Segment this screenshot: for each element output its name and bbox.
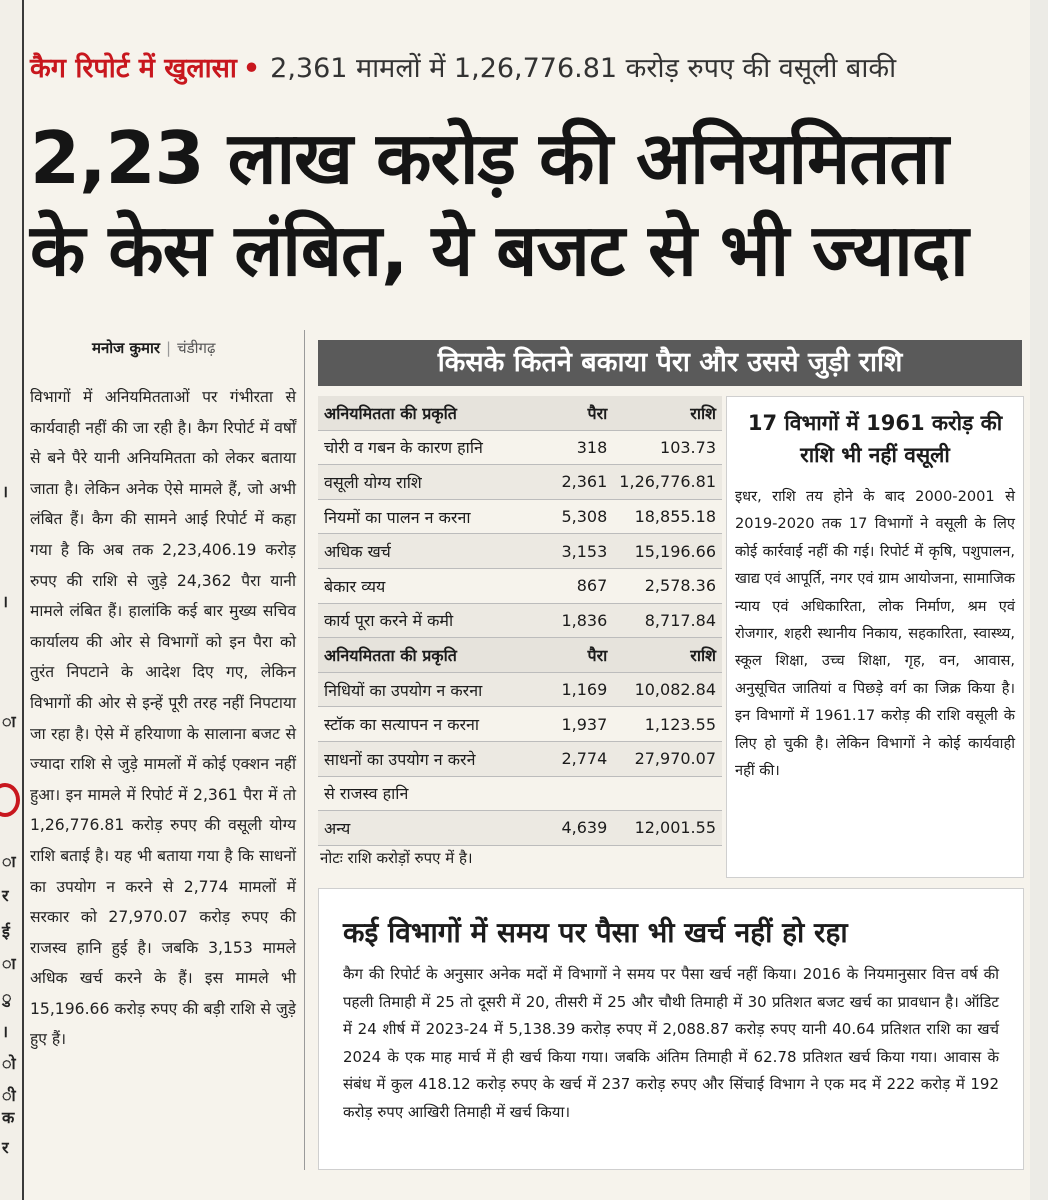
- sliver-glyph: ।: [2, 482, 9, 501]
- table-row: [318, 430, 722, 465]
- table-cell-amount: 1,26,776.81: [613, 465, 722, 500]
- byline-author: मनोज कुमार: [92, 339, 161, 357]
- table-cell-amount: 1,123.55: [613, 707, 722, 742]
- sliver-glyph: ु: [2, 988, 12, 1007]
- column-divider: [304, 330, 305, 1170]
- table-cell-para: 5,308: [549, 499, 613, 534]
- table-cell-nature: बेकार व्यय: [318, 568, 549, 603]
- sliver-red-mark: [0, 783, 20, 817]
- table-cell-nature: चोरी व गबन के कारण हानि: [318, 430, 549, 465]
- table-cell-para: 2,774: [549, 741, 613, 776]
- table-cell-amount: राशि: [613, 396, 722, 430]
- table-cell-nature: कार्य पूरा करने में कमी: [318, 603, 549, 638]
- table-cell-nature: अधिक खर्च: [318, 534, 549, 569]
- table-cell-nature: वसूली योग्य राशि: [318, 465, 549, 500]
- table-row: [318, 603, 722, 638]
- table-cell-para: 1,836: [549, 603, 613, 638]
- sliver-glyph: र: [2, 1138, 9, 1157]
- sliver-glyph: ा: [2, 712, 16, 731]
- kicker-label: कैग रिपोर्ट में खुलासा: [30, 53, 237, 84]
- table-cell-amount: 18,855.18: [613, 499, 722, 534]
- table-cell-nature: अनियमितता की प्रकृति: [318, 396, 549, 430]
- table-cell-amount: 8,717.84: [613, 603, 722, 638]
- byline: [92, 338, 215, 358]
- sliver-glyph: ा: [2, 852, 16, 871]
- page-right-edge: [1030, 0, 1048, 1200]
- table-cell-amount: 12,001.55: [613, 811, 722, 846]
- table-row: [318, 776, 722, 811]
- table-row: [318, 568, 722, 603]
- sliver-glyph: क: [2, 1108, 15, 1127]
- bottom-story-title: कई विभागों में समय पर पैसा भी खर्च नहीं हो रहा: [343, 916, 848, 949]
- kicker-bullet: •: [242, 53, 261, 84]
- table-row: [318, 741, 722, 776]
- table-cell-nature: साधनों का उपयोग न करने: [318, 741, 549, 776]
- byline-separator: |: [166, 339, 172, 357]
- table-header-row: [318, 638, 722, 673]
- table-cell-para: 867: [549, 568, 613, 603]
- table-header-row: [318, 396, 722, 430]
- table-row: [318, 672, 722, 707]
- table-cell-amount: 27,970.07: [613, 741, 722, 776]
- article-body: विभागों में अनियमितताओं पर गंभीरता से कार्यवाही नहीं की जा रही है। कैग रिपोर्ट में वर्षों से बने पैरे यानी अनियमितता को लेकर बताया जाता है। लेकिन अनेक ऐसे मामले हैं, जो अभी लंबित हैं। कैग की सामने आई रिपोर्ट में कहा गया है कि अब तक 2,23,406.19 करोड़ रुपए की राशि से जुड़े 24,362 पैरा यानी मामले लंबित हैं। हालांकि कई बार मुख्य सचिव कार्यालय की ओर से विभागों को इन पैरा को तुरंत निपटाने के आदेश दिए गए, लेकिन विभागों की ओर से इन्हें पूरी तरह नहीं निपटाया जा रहा है। ऐसे में हरियाणा के सालाना बजट से ज्यादा राशि से जुड़े मामलों में कोई एक्शन नहीं हुआ। इन मामले में रिपोर्ट में 2,361 पैरा में तो 1,26,776.81 करोड़ रुपए की वसूली योग्य राशि बताई है। यह भी बताया गया है कि साधनों का उपयोग न करने से 2,774 मामलों में सरकार को 27,970.07 करोड़ रुपए की राजस्व हानि हुई है। जबकि 3,153 मामले अधिक खर्च करने के हैं। इस मामले भी 15,196.66 करोड़ रुपए की बड़ी राशि से जुड़े हुए हैं।: [30, 388, 296, 1049]
- arrears-table: [318, 396, 722, 846]
- sliver-glyph: ।: [2, 1022, 9, 1041]
- table-cell-para: 3,153: [549, 534, 613, 569]
- headline-line-1: 2,23 लाख करोड़ की अनियमितता: [30, 116, 948, 200]
- headline: [30, 112, 1020, 296]
- sidebar-box: [726, 396, 1024, 878]
- kicker-line: [30, 48, 1030, 92]
- sidebar-title: 17 विभागों में 1961 करोड़ की राशि भी नहीं वसूली: [747, 411, 1003, 467]
- table-cell-para: 318: [549, 430, 613, 465]
- table-cell-para: [549, 776, 613, 811]
- sliver-glyph: ई: [2, 922, 10, 941]
- sliver-glyph: ी: [2, 1086, 16, 1105]
- table-row: [318, 707, 722, 742]
- kicker-text: 2,361 मामलों में 1,26,776.81 करोड़ रुपए की वसूली बाकी: [270, 53, 897, 84]
- arrears-table-box: [318, 396, 722, 840]
- table-title-bar: किसके कितने बकाया पैरा और उससे जुड़ी राशि: [318, 340, 1022, 386]
- table-cell-para: 1,937: [549, 707, 613, 742]
- table-cell-nature: से राजस्व हानि: [318, 776, 549, 811]
- table-cell-para: पैरा: [549, 396, 613, 430]
- table-cell-nature: स्टॉक का सत्यापन न करना: [318, 707, 549, 742]
- table-cell-nature: निधियों का उपयोग न करना: [318, 672, 549, 707]
- table-cell-amount: [613, 776, 722, 811]
- sliver-glyph: ।: [2, 592, 9, 611]
- table-cell-nature: अन्य: [318, 811, 549, 846]
- sliver-glyph: ा: [2, 954, 16, 973]
- byline-city: चंडीगढ़: [177, 339, 216, 357]
- adjacent-column-sliver: [0, 0, 24, 1200]
- sidebar-body: इधर, राशि तय होने के बाद 2000-2001 से 2019-2020 तक 17 विभागों ने वसूली के लिए कोई कार्रवाई नहीं की गई। रिपोर्ट में कृषि, पशुपालन, खाद्य एवं आपूर्ति, नगर एवं ग्राम आयोजना, सामाजिक न्याय एवं अधिकारिता, लोक निर्माण, श्रम एवं रोजगार, शहरी स्थानीय निकाय, सहकारिता, स्वास्थ्य, स्कूल शिक्षा, उच्च शिक्षा, गृह, वन, आवास, अनुसूचित जातियां व पिछड़े वर्ग का जिक्र किया है। इन विभागों में 1961.17 करोड़ की राशि वसूली के लिए हो चुकी है। लेकिन विभागों ने कोई कार्यवाही नहीं की।: [735, 488, 1015, 780]
- sliver-glyph: ो: [2, 1054, 16, 1073]
- table-cell-amount: 2,578.36: [613, 568, 722, 603]
- sliver-glyph: र: [2, 886, 9, 905]
- table-note: नोटः राशि करोड़ों रुपए में है।: [320, 849, 473, 867]
- table-cell-amount: 15,196.66: [613, 534, 722, 569]
- table-row: [318, 499, 722, 534]
- table-cell-para: पैरा: [549, 638, 613, 673]
- bottom-story-body: कैग की रिपोर्ट के अनुसार अनेक मदों में विभागों ने समय पर पैसा खर्च नहीं किया। 2016 के नियमानुसार वित्त वर्ष की पहली तिमाही में 25 तो दूसरी में 20, तीसरी में 25 और चौथी तिमाही में 30 प्रतिशत बजट खर्च का प्रावधान है। ऑडिट में 24 शीर्ष में 2023-24 में 5,138.39 करोड़ रुपए में 2,088.87 करोड़ रुपए यानी 40.64 प्रतिशत राशि का खर्च 2024 के एक माह मार्च में ही खर्च किया गया। जबकि अंतिम तिमाही में 62.78 प्रतिशत खर्च किया गया। आवास के संबंध में कुल 418.12 करोड़ रुपए के खर्च में 237 करोड़ रुपए और सिंचाई विभाग ने एक मद में 222 करोड़ में 192 करोड़ रुपए आखिरी तिमाही में खर्च किया।: [343, 965, 999, 1121]
- table-row: [318, 811, 722, 846]
- table-cell-nature: नियमों का पालन न करना: [318, 499, 549, 534]
- table-cell-amount: 103.73: [613, 430, 722, 465]
- table-cell-para: 4,639: [549, 811, 613, 846]
- table-row: [318, 465, 722, 500]
- table-cell-para: 2,361: [549, 465, 613, 500]
- headline-line-2: के केस लंबित, ये बजट से भी ज्यादा: [30, 208, 968, 292]
- table-cell-para: 1,169: [549, 672, 613, 707]
- table-row: [318, 534, 722, 569]
- bottom-story-box: [318, 888, 1024, 1170]
- table-cell-amount: 10,082.84: [613, 672, 722, 707]
- table-cell-amount: राशि: [613, 638, 722, 673]
- table-cell-nature: अनियमितता की प्रकृति: [318, 638, 549, 673]
